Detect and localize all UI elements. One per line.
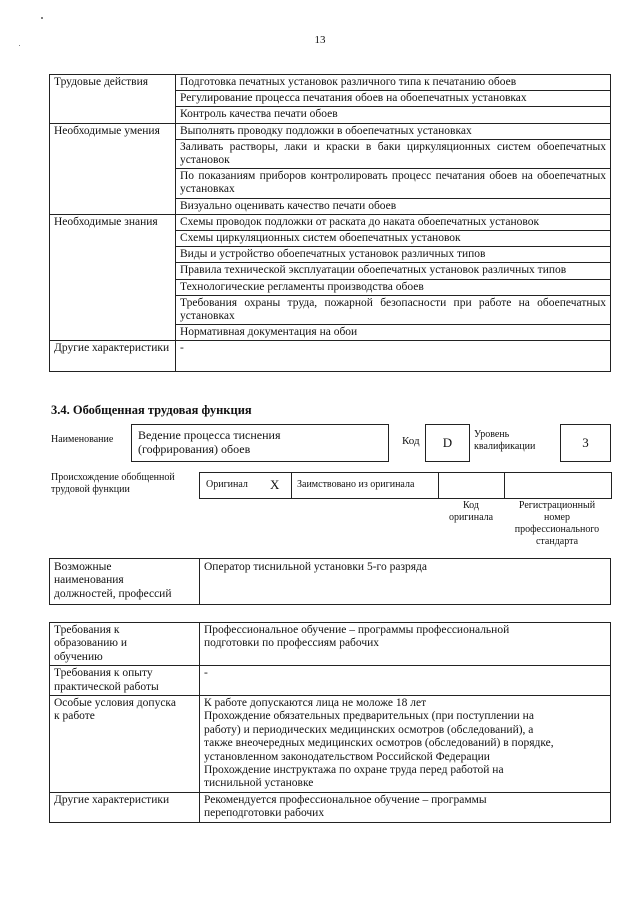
- table-cell: Оператор тиснильной установки 5-го разряда: [200, 559, 611, 605]
- table-cell: Заливать растворы, лаки и краски в баки циркуляционных систем обоепечатных установок: [176, 139, 611, 168]
- label-line: должностей, профессий: [54, 587, 172, 600]
- row-label: Необходимые умения: [50, 123, 176, 214]
- row-label: [50, 559, 200, 605]
- value-line: переподготовки рабочих: [204, 807, 325, 820]
- value-line: подготовки по профессиям рабочих: [204, 637, 380, 650]
- table-cell: Технологические регламенты производства обоев: [176, 279, 611, 295]
- row-label: Трудовые действия: [50, 75, 176, 124]
- qualification-value: 3: [582, 435, 589, 450]
- function-name-line: Ведение процесса тиснения: [138, 428, 281, 442]
- borrowed-label: Заимствовано из оригинала: [297, 479, 415, 490]
- table-cell: -: [200, 666, 611, 696]
- label-line: практической работы: [54, 680, 159, 693]
- label-line: образованию и: [54, 637, 127, 650]
- qualification-label-line: Уровень: [474, 429, 510, 440]
- caption-line: Код: [463, 500, 479, 511]
- table-cell: -: [176, 341, 611, 372]
- value-line: также внеочередных медицинских осмотров (обследований) в порядке,: [204, 737, 554, 750]
- table-cell: Схемы проводок подложки от раската до наката обоепечатных установок: [176, 214, 611, 230]
- table-cell: Правила технической эксплуатации обоепечатных установок различных типов: [176, 263, 611, 279]
- origin-label-line: Происхождение обобщенной: [51, 472, 175, 483]
- original-label: Оригинал: [206, 479, 248, 490]
- table-cell: Требования охраны труда, пожарной безопасности при работе на обоепечатных установках: [176, 295, 611, 324]
- code-label: Код: [402, 435, 420, 447]
- origin-divider: [291, 473, 292, 498]
- table-cell: Выполнять проводку подложки в обоепечатных установках: [176, 123, 611, 139]
- label-line: Особые условия допуска: [54, 697, 176, 710]
- scan-speck: [41, 17, 43, 19]
- original-mark: X: [270, 477, 280, 492]
- qualification-label: [474, 429, 554, 453]
- value-line: работу) и периодических медицинских осмотров (обследований), а: [204, 723, 534, 736]
- table-cell: По показаниям приборов контролировать процесс печатания обоев на обоепечатных установках: [176, 169, 611, 198]
- caption-line: стандарта: [535, 536, 579, 547]
- code-original-caption: [438, 500, 504, 524]
- table-cell: [200, 792, 611, 822]
- value-line: Прохождение обязательных предварительных (при поступлении на: [204, 710, 534, 723]
- page-number: 13: [314, 34, 326, 46]
- origin-table: [199, 472, 612, 499]
- row-label: Другие характеристики: [50, 341, 176, 372]
- section-title: 3.4. Обобщенная трудовая функция: [51, 403, 252, 417]
- origin-divider: [504, 473, 505, 498]
- label-line: Возможные: [54, 561, 112, 573]
- table-cell: [200, 696, 611, 793]
- qualification-value-box: [560, 424, 611, 462]
- value-line: Прохождение инструктажа по охране труда перед работой на: [204, 764, 504, 777]
- value-line: установленном законодательством Российской Федерации: [204, 750, 490, 763]
- table-cell: Нормативная документация на обои: [176, 325, 611, 341]
- origin-label: [51, 472, 196, 496]
- table-cell: Визуально оценивать качество печати обоев: [176, 198, 611, 214]
- caption-line: оригинала: [448, 512, 494, 523]
- label-line: Требования к: [54, 624, 120, 636]
- label-line: к работе: [54, 710, 95, 723]
- table-cell: Регулирование процесса печатания обоев на обоепечатных установках: [176, 91, 611, 107]
- requirements-table: [49, 622, 611, 823]
- value-line: Профессиональное обучение – программы профессиональной: [204, 624, 510, 636]
- code-value: D: [442, 435, 453, 450]
- table-cell: [200, 623, 611, 666]
- row-label: Необходимые знания: [50, 214, 176, 341]
- caption-line: Регистрационный: [518, 500, 596, 511]
- origin-divider: [438, 473, 439, 498]
- name-label: Наименование: [51, 434, 114, 445]
- value-line: К работе допускаются лица не моложе 18 лет: [204, 697, 427, 710]
- value-line: Рекомендуется профессиональное обучение – программы: [204, 793, 487, 806]
- row-label: [50, 666, 200, 696]
- caption-line: номер: [544, 512, 570, 523]
- caption-line: профессионального: [514, 524, 600, 535]
- table-cell: Контроль качества печати обоев: [176, 107, 611, 123]
- work-activities-table: [49, 74, 611, 372]
- label-line: наименования: [54, 574, 124, 587]
- label-line: обучению: [54, 650, 103, 663]
- job-titles-table: [49, 558, 611, 605]
- row-label: [50, 623, 200, 666]
- row-label: [50, 696, 200, 793]
- reg-number-caption: [504, 500, 610, 548]
- function-name-line: (гофрирования) обоев: [138, 442, 251, 456]
- table-cell: Виды и устройство обоепечатных установок различных типов: [176, 247, 611, 263]
- function-name-box: [131, 424, 389, 462]
- qualification-label-line: квалификации: [474, 441, 536, 452]
- table-cell: Схемы циркуляционных систем обоепечатных установок: [176, 231, 611, 247]
- value-line: тиснильной установке: [204, 777, 314, 790]
- table-cell: Подготовка печатных установок различного типа к печатанию обоев: [176, 75, 611, 91]
- row-label: Другие характеристики: [50, 792, 200, 822]
- label-line: Требования к опыту: [54, 667, 153, 680]
- code-value-box: [425, 424, 470, 462]
- origin-label-line: трудовой функции: [51, 484, 130, 495]
